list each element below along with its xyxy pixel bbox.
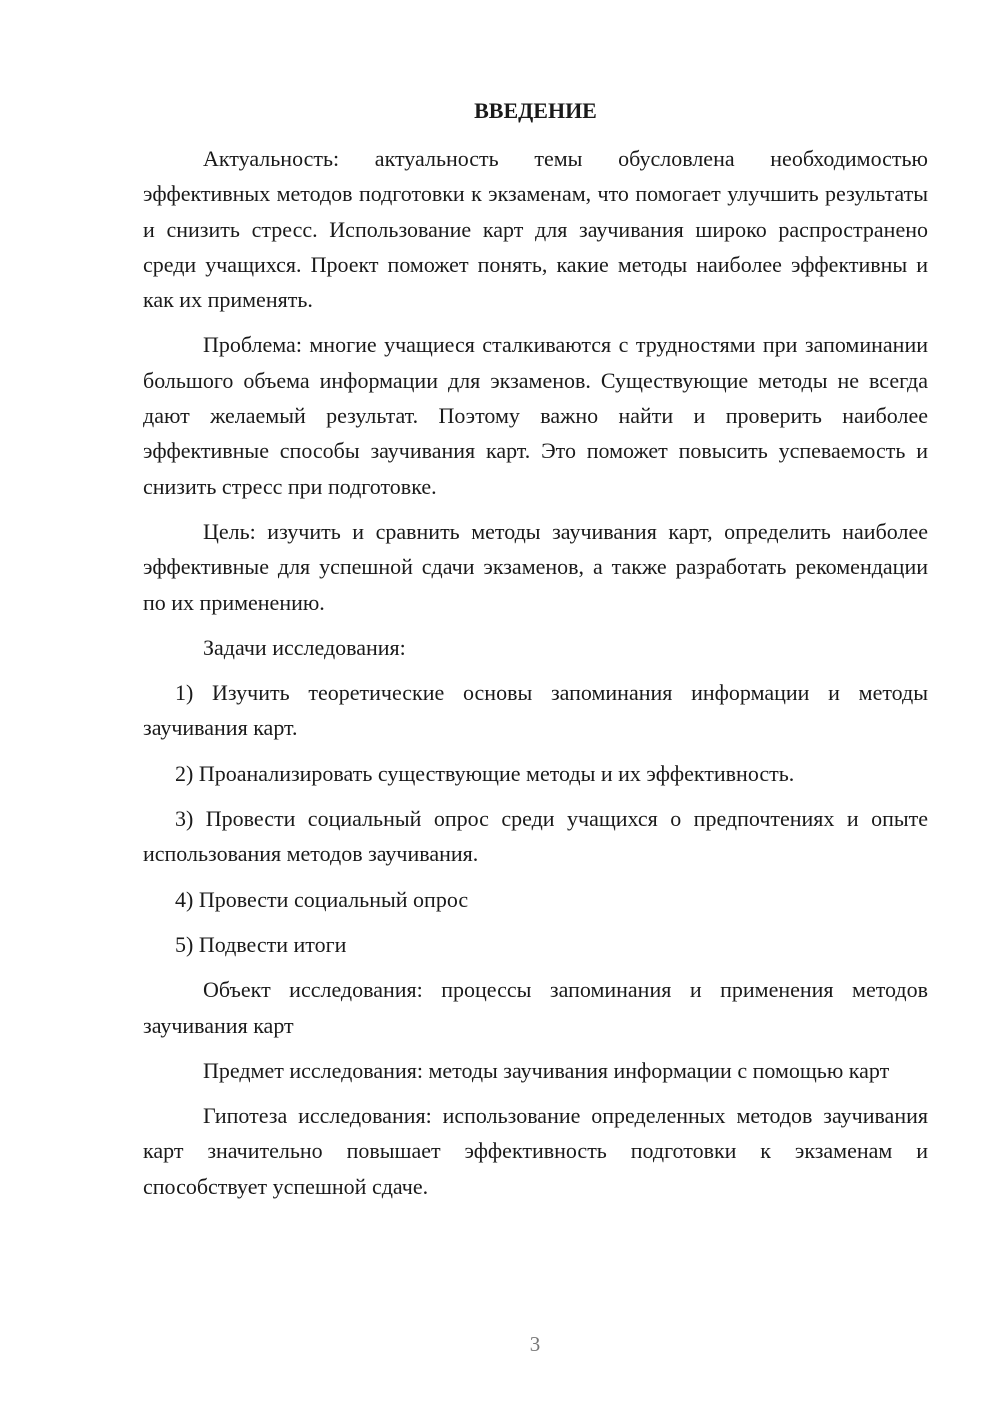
task-item-3: 3) Провести социальный опрос среди учащихся о предпочтениях и опыте использования методов заучивания. xyxy=(143,806,928,867)
paragraph-subject: Предмет исследования: методы заучивания информации с помощью карт xyxy=(203,1057,890,1083)
page-title: ВВЕДЕНИЕ xyxy=(474,98,597,123)
page-number: 3 xyxy=(529,1332,541,1356)
task-item-2: 2) Проанализировать существующие методы и их эффективность. xyxy=(175,760,795,786)
paragraph-goal: Цель: изучить и сравнить методы заучивания карт, определить наиболее эффективные для успешной сдачи экзаменов, а также разработать рекомендации по их применению. xyxy=(143,518,928,615)
paragraph-hypothesis: Гипотеза исследования: использование определенных методов заучивания карт значительно повышает эффективность подготовки к экзаменам и способствует успешной сдаче. xyxy=(143,1103,928,1199)
paragraph-tasks-heading: Задачи исследования: xyxy=(203,634,406,660)
paragraph-relevance: Актуальность: актуальность темы обусловлена необходимостью эффективных методов подготовки к экзаменам, что помогает улучшить результаты и снизить стресс. Использование карт для заучивания широко распространено среди учащихся. Проект поможет понять, какие методы наиболее эффективны и как их применять. xyxy=(143,146,928,313)
paragraph-problem: Проблема: многие учащиеся сталкиваются с трудностями при запоминании большого объема информации для экзаменов. Существующие методы не всегда дают желаемый результат. Поэтому важно найти и проверить наиболее эффективные способы заучивания карт. Это поможет повысить успеваемость и снизить стресс при подготовке. xyxy=(143,332,928,499)
paragraph-object: Объект исследования: процессы запоминания и применения методов заучивания карт xyxy=(143,977,928,1038)
document-body xyxy=(143,141,928,1214)
task-item-5: 5) Подвести итоги xyxy=(175,931,347,957)
task-item-4: 4) Провести социальный опрос xyxy=(175,886,469,912)
task-item-1: 1) Изучить теоретические основы запоминания информации и методы заучивания карт. xyxy=(143,680,928,741)
